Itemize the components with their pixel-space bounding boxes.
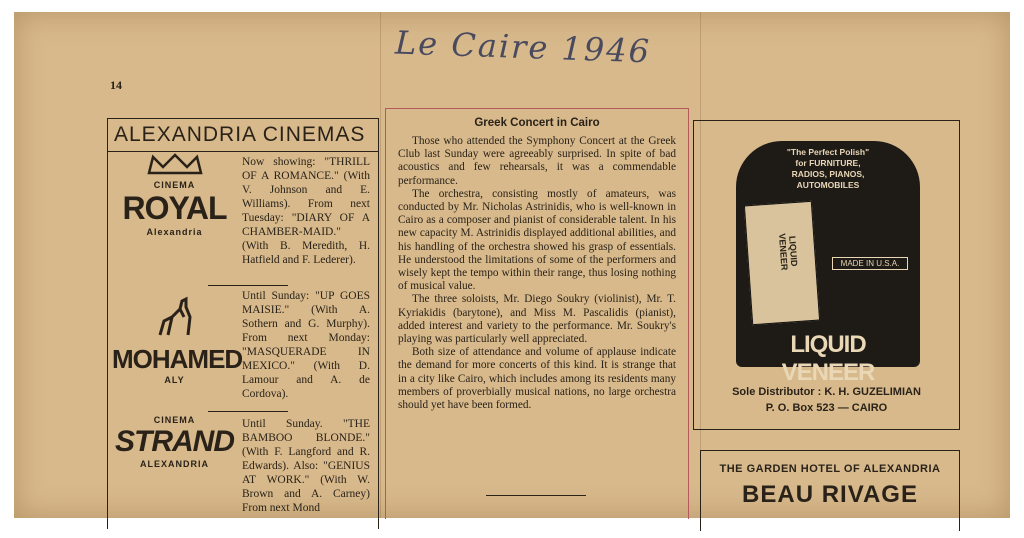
logo-caption: Alexandria	[146, 227, 203, 237]
article-paragraph: Both size of attendance and volume of applause indicate the demand for more concerts of this kind. It is strange that in a city like Cairo, which includes among its residents many members of proverbially musical nations, no large orchestra should yet have been formed.	[398, 346, 676, 412]
logo-caption: ALEXANDRIA	[139, 459, 209, 469]
cinema-mohamed-aly-text: Until Sunday: "UP GOES MAISIE." (With A. Sothern and G. Murphy). From next Monday: "MASQUERADE IN MEXICO." (With D. Lamour and A. de Cordova).	[242, 290, 370, 400]
cinemas-header: ALEXANDRIA CINEMAS	[108, 119, 378, 152]
cinema-strand-logo	[112, 415, 237, 469]
cinema-royal-text: Now showing: "THRILL OF A ROMANCE." (With V. Johnson and E. Williams). From next Tuesday: "DIARY OF A CHAMBER-MAID." (With B. Meredith, H. Hatfield and F. Lederer).	[242, 156, 370, 266]
cinema-mohamed-aly-logo	[112, 295, 243, 385]
logo-caption: CINEMA	[153, 415, 196, 425]
article-paragraph: The orchestra, consisting mostly of amateurs, was conducted by Mr. Nicholas Astrinidis, who is well-known in Cairo as a composer and pianist of considerable talent. In his new capacity M. Astrinidis displayed additional abilities, and his handling of the orchestra showed his grasp of essentials. He understood the limitations of some of the performers and wisely kept the tempo within their range, thus losing nothing of musical value.	[398, 187, 676, 293]
distributor-name: Sole Distributor : K. H. GUZELIMIAN	[732, 386, 921, 398]
tagline-line: for FURNITURE,	[795, 158, 861, 168]
tagline-line: RADIOS, PIANOS,	[791, 169, 865, 179]
bottle-label: LIQUID VENEER	[776, 233, 800, 271]
divider	[486, 495, 586, 496]
polish-bottle-illustration	[744, 201, 820, 325]
cinema-royal-logo	[112, 153, 237, 237]
concert-article	[385, 108, 689, 519]
logo-caption: CINEMA	[153, 180, 196, 190]
distributor-address: P. O. Box 523 — CAIRO	[765, 402, 888, 414]
beau-rivage-advert	[700, 450, 960, 531]
made-in-badge: MADE IN U.S.A.	[832, 257, 908, 270]
logo-caption: ALY	[164, 375, 185, 385]
distributor-info	[698, 384, 955, 416]
cinema-strand-text: Until Sunday. "THE BAMBOO BLONDE." (With F. Langford and R. Edwards). Also: "GENIUS AT WORK." (With W. Brown and A. Carney) From next Mond	[242, 418, 370, 514]
divider	[208, 411, 288, 412]
advert-tagline	[750, 147, 906, 191]
horseman-statue-icon	[150, 295, 200, 339]
page-number: 14	[110, 78, 122, 92]
article-title: Greek Concert in Cairo	[474, 117, 600, 129]
hotel-name: BEAU RIVAGE	[742, 481, 918, 508]
crown-icon	[145, 153, 205, 175]
logo-wordmark: MOHAMED	[112, 344, 243, 374]
brand-wordmark: LIQUID VENEER	[781, 331, 875, 386]
divider	[208, 285, 288, 286]
article-paragraph: Those who attended the Symphony Concert at the Greek Club last Sunday were agreeably surprised. In spite of bad acoustics and few rehearsals, it was a commendable performance.	[398, 135, 676, 187]
hotel-subtitle: THE GARDEN HOTEL OF ALEXANDRIA	[719, 463, 941, 475]
article-paragraph: The three soloists, Mr. Diego Soukry (violinist), Mr. T. Kyriakidis (barytone), and Miss M. Pascalidis (pianist), added interest and variety to the performance. Mr. Soukry's playing was particularly well appreciated.	[398, 293, 676, 346]
advert-illustration	[736, 141, 920, 386]
cinemas-listing	[107, 118, 379, 529]
logo-wordmark: ROYAL	[122, 190, 227, 226]
tagline-line: "The Perfect Polish"	[786, 147, 870, 157]
logo-wordmark: STRAND	[115, 425, 234, 458]
liquid-veneer-advert	[693, 120, 960, 430]
tagline-line: AUTOMOBILES	[796, 180, 860, 190]
fold-line	[380, 12, 381, 518]
handwritten-annotation: Le Caire 1946	[394, 23, 652, 71]
